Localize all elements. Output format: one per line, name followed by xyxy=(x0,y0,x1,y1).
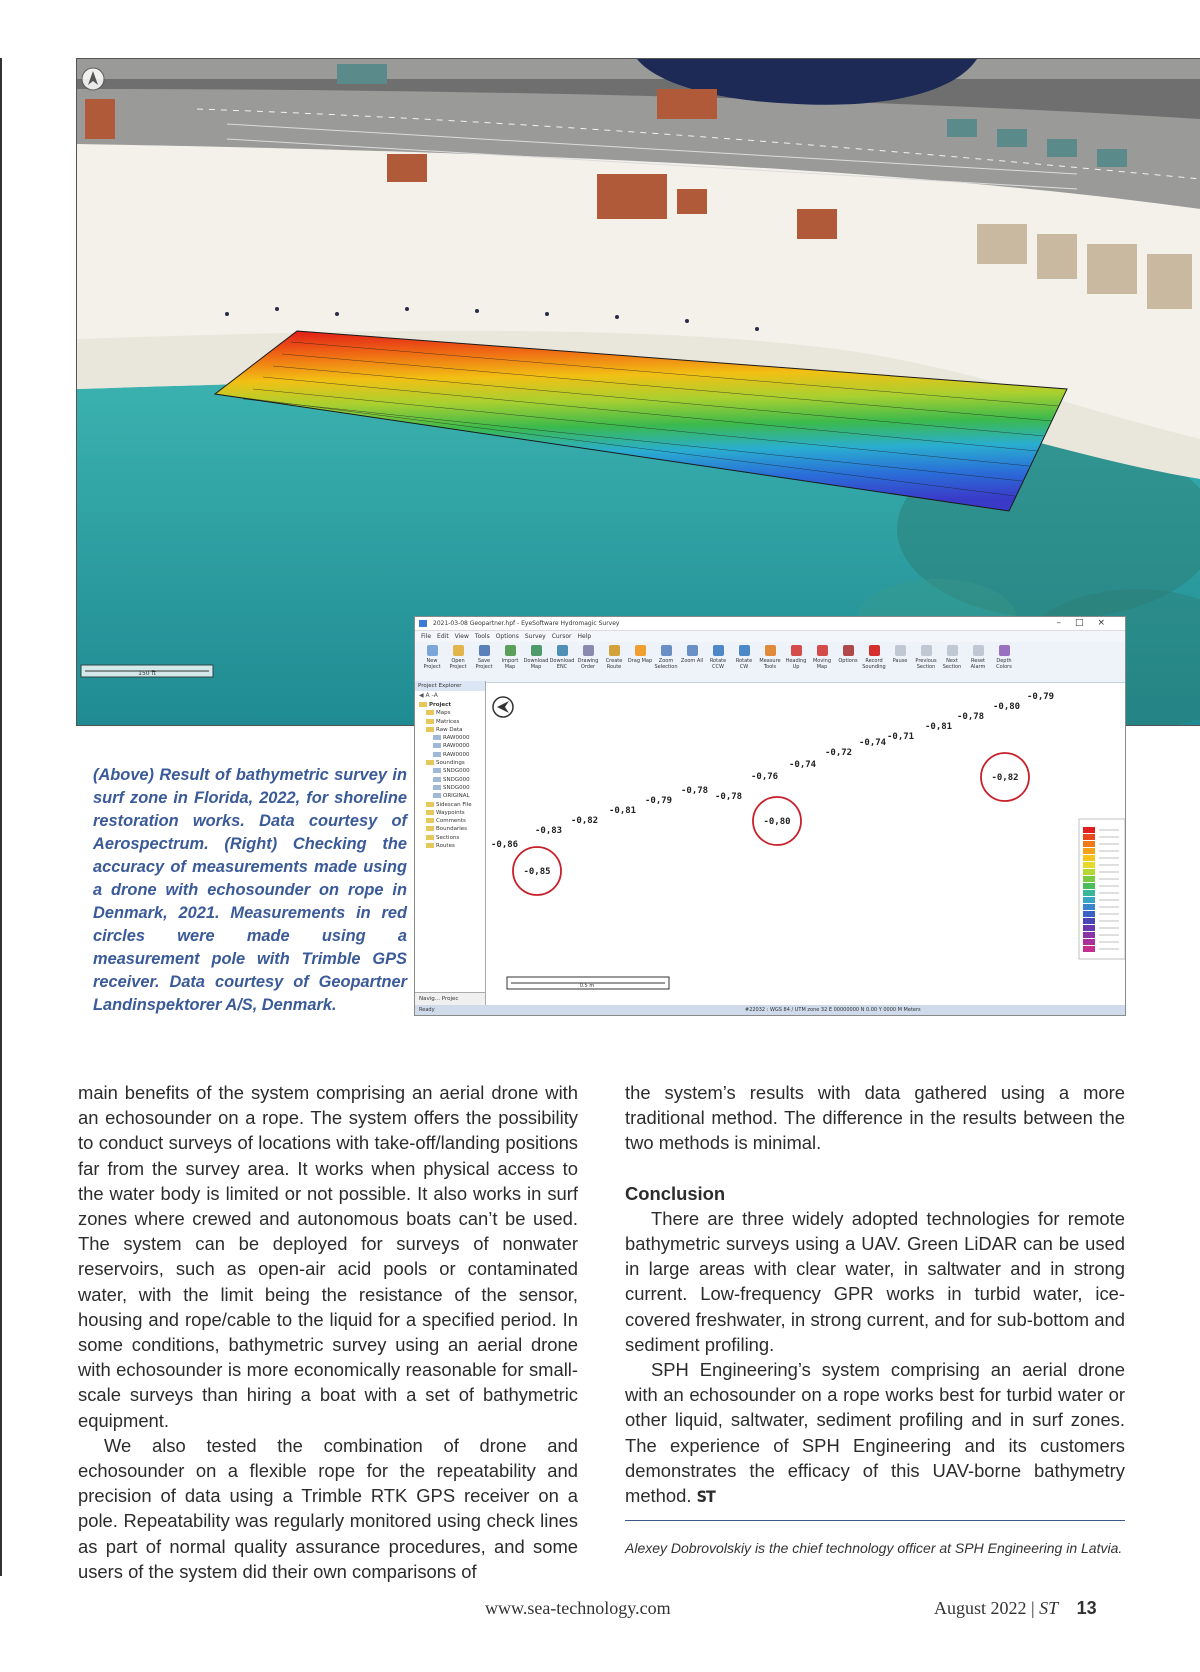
tool-icon xyxy=(973,645,984,656)
toolbar-button[interactable] xyxy=(705,642,731,682)
footer-folio xyxy=(934,1598,1097,1619)
legend-swatch xyxy=(1083,869,1095,875)
hydromagic-window xyxy=(414,616,1126,1016)
paragraph: main benefits of the system comprising an aerial drone with an echosounder on a rope. The system offers the possibility to conduct surveys of locations with take-off/landing positions far from the survey area. It works when physical access to the water body is limited or not possible. It also works in surf zones where crewed and autonomous boats can’t be used. The system can be deployed for surveys of nonwater reservoirs, such as open-air acid pools or contaminated water, with the limit being the resistance of the sensor, housing and rope/cable to the liquid for a specified period. In some conditions, bathymetric survey using an aerial drone with echosounder is more economically reasonable for small-scale surveys than hiring a boat with a set of bathymetric equipment. xyxy=(78,1082,578,1431)
tree-node-label: Boundaries xyxy=(436,826,468,833)
legend-swatch xyxy=(1083,841,1095,847)
legend-swatch xyxy=(1083,848,1095,854)
tool-label: Measure Tools xyxy=(759,658,781,670)
tool-icon xyxy=(661,645,672,656)
tree-node[interactable] xyxy=(419,817,485,825)
toolbar-button[interactable] xyxy=(809,642,835,682)
toolbar-button[interactable] xyxy=(939,642,965,682)
depth-label: -0,71 xyxy=(887,732,915,742)
tree-node[interactable] xyxy=(419,834,485,842)
tool-icon xyxy=(791,645,802,656)
folder-icon xyxy=(426,802,434,807)
right-column xyxy=(625,1080,1125,1509)
tree-node-label: Routes xyxy=(436,843,455,850)
tool-icon xyxy=(531,645,542,656)
depth-label: -0,74 xyxy=(859,738,887,748)
left-column xyxy=(78,1080,578,1584)
file-icon xyxy=(433,735,441,740)
toolbar-button[interactable] xyxy=(757,642,783,682)
tree-node[interactable] xyxy=(419,809,485,817)
explorer-title: Project Explorer xyxy=(415,681,485,691)
legend-swatch xyxy=(1083,946,1095,952)
tree-node[interactable] xyxy=(419,776,485,784)
folder-icon xyxy=(426,727,434,732)
tree-node[interactable] xyxy=(419,842,485,850)
toolbar-button[interactable] xyxy=(653,642,679,682)
legend-swatch xyxy=(1083,890,1095,896)
depth-label: -0,78 xyxy=(957,712,985,722)
project-explorer xyxy=(415,681,486,1005)
legend-swatch xyxy=(1083,904,1095,910)
tree-node[interactable] xyxy=(419,759,485,767)
folder-icon xyxy=(426,843,434,848)
depth-label: -0,80 xyxy=(993,702,1021,712)
tree-node[interactable] xyxy=(419,751,485,759)
tree-node[interactable] xyxy=(419,792,485,800)
end-mark: ST xyxy=(696,1487,715,1507)
tool-icon xyxy=(609,645,620,656)
toolbar-button[interactable] xyxy=(965,642,991,682)
toolbar-button[interactable] xyxy=(861,642,887,682)
legend-swatch xyxy=(1083,925,1095,931)
depth-label: -0,76 xyxy=(751,772,779,782)
paragraph xyxy=(625,1357,1125,1509)
paragraph-text: SPH Engineering’s system comprising an aerial drone with an echosounder on a rope works best for turbid water or other liquid, saltwater, sediment profiling and in surf zones. The experience of SPH Engineering and its customers demonstrates the efficacy of this UAV-borne bathymetry method. xyxy=(625,1359,1125,1507)
legend-swatch xyxy=(1083,932,1095,938)
window-controls: –□× xyxy=(1056,618,1119,628)
margin-rule xyxy=(0,58,2,1576)
tool-icon xyxy=(583,645,594,656)
tree-node[interactable] xyxy=(419,742,485,750)
depth-label: -0,82 xyxy=(571,816,599,826)
pole-measurement-label: -0,85 xyxy=(523,867,551,877)
depth-label: -0,86 xyxy=(491,840,519,850)
depth-label: -0,81 xyxy=(609,806,637,816)
depth-map xyxy=(487,681,1126,1007)
tree-node-label: SNDG000 xyxy=(443,776,470,783)
toolbar-button[interactable] xyxy=(731,642,757,682)
legend-swatch xyxy=(1083,897,1095,903)
tool-label: Rotate CW xyxy=(735,658,753,670)
section-heading: Conclusion xyxy=(625,1182,726,1204)
depth-label: -0,81 xyxy=(925,722,953,732)
menu-item[interactable]: View xyxy=(454,633,469,640)
author-bio: Alexey Dobrovolskiy is the chief technology officer at SPH Engineering in Latvia. xyxy=(625,1540,1123,1556)
tool-icon xyxy=(999,645,1010,656)
tool-label: New Project xyxy=(423,658,441,670)
map-view xyxy=(487,681,1125,1005)
toolbar-button[interactable] xyxy=(783,642,809,682)
tool-icon xyxy=(479,645,490,656)
tool-icon xyxy=(557,645,568,656)
tree-node[interactable] xyxy=(419,709,485,717)
paragraph: We also tested the combination of drone and echosounder on a flexible rope for the repeatability and precision of data using a Trimble RTK GPS receiver on a pole. Repeatability was regularly monitored using check lines as part of normal quality assurance procedures, and some users of the system did their own comparisons of xyxy=(78,1434,578,1582)
status-ready: Ready xyxy=(419,1007,435,1013)
tool-label: Previous Section xyxy=(915,658,937,670)
depth-label: -0,79 xyxy=(645,796,673,806)
tool-label: Open Project xyxy=(449,658,467,670)
tool-icon xyxy=(947,645,958,656)
tool-label: Heading Up xyxy=(785,658,807,670)
folder-icon xyxy=(426,826,434,831)
tree-node-label: RAW0000 xyxy=(443,735,470,742)
depth-color-legend xyxy=(1079,819,1125,959)
tool-label: Import Map xyxy=(501,658,519,670)
tool-label: Download ENC xyxy=(549,658,575,670)
folder-icon xyxy=(426,835,434,840)
tree-node-label: Matrices xyxy=(436,718,460,725)
toolbar-button[interactable] xyxy=(549,642,575,682)
tool-label: Reset Alarm xyxy=(970,658,986,670)
page-number: 13 xyxy=(1076,1598,1097,1618)
tool-label: Download Map xyxy=(523,658,549,670)
tool-label: Zoom Selection xyxy=(654,658,678,670)
tool-label: Drawing Order xyxy=(577,658,599,670)
toolbar-button[interactable] xyxy=(523,642,549,682)
folder-icon xyxy=(426,818,434,823)
file-icon xyxy=(433,743,441,748)
tool-icon xyxy=(713,645,724,656)
tree-node-label: ORIGINAL xyxy=(443,793,470,800)
tree-node-label: Raw Data xyxy=(436,726,463,733)
tree-node-label: SNDG000 xyxy=(443,784,470,791)
tool-label: Moving Map xyxy=(812,658,832,670)
status-coordinates: #22032 : WGS 84 / UTM zone 32 E 00000000 N 0.00 Y 0000 M Meters xyxy=(745,1007,921,1013)
folder-icon xyxy=(426,810,434,815)
tree-node[interactable] xyxy=(419,825,485,833)
toolbar-button[interactable] xyxy=(679,642,705,682)
legend-swatch xyxy=(1083,876,1095,882)
tool-icon xyxy=(921,645,932,656)
file-icon xyxy=(433,785,441,790)
tree-node-label: Soundings xyxy=(436,760,465,767)
toolbar-button[interactable] xyxy=(991,642,1017,682)
menu-item[interactable]: Edit xyxy=(437,633,449,640)
depth-label: -0,83 xyxy=(535,826,563,836)
tool-label: Zoom All xyxy=(680,658,704,664)
tool-icon xyxy=(739,645,750,656)
tool-icon xyxy=(765,645,776,656)
tree-node[interactable] xyxy=(419,734,485,742)
tool-icon xyxy=(427,645,438,656)
folder-icon xyxy=(426,760,434,765)
menu-item[interactable]: Cursor xyxy=(551,633,572,640)
project-tree xyxy=(415,701,485,850)
toolbar-ribbon xyxy=(415,642,1125,683)
legend-swatch xyxy=(1083,827,1095,833)
tree-node-label: RAW0000 xyxy=(443,751,470,758)
toolbar-button[interactable] xyxy=(419,642,445,682)
footer-magazine: ST xyxy=(1039,1598,1059,1618)
tool-label: Rotate CCW xyxy=(709,658,727,670)
tool-label: Pause xyxy=(892,658,908,664)
tool-icon xyxy=(687,645,698,656)
toolbar-button[interactable] xyxy=(471,642,497,682)
tree-node[interactable] xyxy=(419,767,485,775)
tree-node-label: RAW0000 xyxy=(443,743,470,750)
tool-label: Next Section xyxy=(942,658,962,670)
folder-icon xyxy=(419,702,427,707)
folder-icon xyxy=(426,719,434,724)
menu-item[interactable]: Help xyxy=(577,633,592,640)
tree-node[interactable] xyxy=(419,718,485,726)
toolbar-button[interactable] xyxy=(627,642,653,682)
paragraph: There are three widely adopted technologies for remote bathymetric surveys using a UAV. Green LiDAR can be used in large areas with clear water, in saltwater and in strong current. Low-frequency GPR works in turbid water, ice-covered freshwater, in strong current, and for sub-bottom and sediment profiling. xyxy=(625,1207,1125,1355)
tool-icon xyxy=(817,645,828,656)
footer-date: August 2022 xyxy=(934,1598,1027,1618)
tool-label: Create Route xyxy=(605,658,623,670)
toolbar-button[interactable] xyxy=(497,642,523,682)
toolbar-button[interactable] xyxy=(913,642,939,682)
file-icon xyxy=(433,752,441,757)
status-bar xyxy=(415,1005,1125,1015)
toolbar-button[interactable] xyxy=(445,642,471,682)
legend-swatch xyxy=(1083,911,1095,917)
explorer-toolbar: ◀ A ‑A xyxy=(419,692,438,699)
tree-node[interactable] xyxy=(419,701,485,709)
bio-divider xyxy=(625,1520,1125,1521)
toolbar-button[interactable] xyxy=(575,642,601,682)
footer-separator: | xyxy=(1031,1598,1035,1618)
toolbar-button[interactable] xyxy=(601,642,627,682)
legend-swatch xyxy=(1083,939,1095,945)
tool-label: Drag Map xyxy=(627,658,653,664)
tree-node[interactable] xyxy=(419,801,485,809)
tree-node-label: SNDG000 xyxy=(443,768,470,775)
tree-node-label: Waypoints xyxy=(436,809,465,816)
tool-label: Options xyxy=(838,658,858,664)
tool-icon xyxy=(635,645,646,656)
window-titlebar xyxy=(415,617,1125,631)
toolbar-button[interactable] xyxy=(835,642,861,682)
legend-swatch xyxy=(1083,855,1095,861)
file-icon xyxy=(433,768,441,773)
pole-measurement-label: -0,80 xyxy=(763,817,791,827)
legend-swatch xyxy=(1083,862,1095,868)
explorer-tabs: Navig... Projec xyxy=(415,992,485,1005)
tree-node-label: Sidescan File xyxy=(436,801,472,808)
menu-item[interactable]: Survey xyxy=(524,633,546,640)
tool-icon xyxy=(869,645,880,656)
tree-node[interactable] xyxy=(419,784,485,792)
app-icon xyxy=(419,620,427,627)
depth-label: -0,74 xyxy=(789,760,817,770)
paragraph: the system’s results with data gathered using a more traditional method. The difference in the results between the two methods is minimal. xyxy=(625,1082,1125,1154)
tree-node-label: Project xyxy=(429,702,452,708)
file-icon xyxy=(433,793,441,798)
legend-swatch xyxy=(1083,834,1095,840)
depth-label: -0,78 xyxy=(715,792,743,802)
footer-url: www.sea-technology.com xyxy=(485,1598,671,1618)
tool-label: Depth Colors xyxy=(996,658,1012,670)
menu-item[interactable]: File xyxy=(421,633,432,640)
tool-icon xyxy=(895,645,906,656)
tool-icon xyxy=(843,645,854,656)
tree-node-label: Sections xyxy=(436,834,460,841)
legend-swatch xyxy=(1083,883,1095,889)
tree-node[interactable] xyxy=(419,726,485,734)
map-scale-label: 0.5 m xyxy=(579,983,595,989)
tool-icon xyxy=(505,645,516,656)
pole-measurement-label: -0,82 xyxy=(991,773,1019,783)
tree-node-label: Comments xyxy=(436,818,466,825)
depth-label: -0,72 xyxy=(825,748,853,758)
aerial-scale-label: 150 ft xyxy=(138,670,156,677)
toolbar-button[interactable] xyxy=(887,642,913,682)
window-title: 2021-03-08 Geopartner.hpf - EyeSoftware Hydromagic Survey xyxy=(433,620,620,627)
depth-label: -0,79 xyxy=(1027,692,1055,702)
legend-swatch xyxy=(1083,918,1095,924)
menu-item[interactable]: Tools xyxy=(474,633,490,640)
menu-bar xyxy=(415,631,1125,642)
file-icon xyxy=(433,777,441,782)
tool-icon xyxy=(453,645,464,656)
menu-item[interactable]: Options xyxy=(495,633,519,640)
depth-label: -0,78 xyxy=(681,786,709,796)
tree-node-label: Maps xyxy=(436,710,451,717)
tool-label: Record Sounding xyxy=(862,658,886,670)
tool-label: Save Project xyxy=(475,658,493,670)
folder-icon xyxy=(426,710,434,715)
figure-caption: (Above) Result of bathymetric survey in surf zone in Florida, 2022, for shoreline restoration works. Data courtesy of Aerospectrum. (Right) Checking the accuracy of measurements made using a drone with echosounder on rope in Denmark, 2021. Measurements in red circles were made using a measurement pole with Trimble GPS receiver. Data courtesy of Geopartner Landinspektorer A/S, Denmark. xyxy=(93,766,407,1014)
